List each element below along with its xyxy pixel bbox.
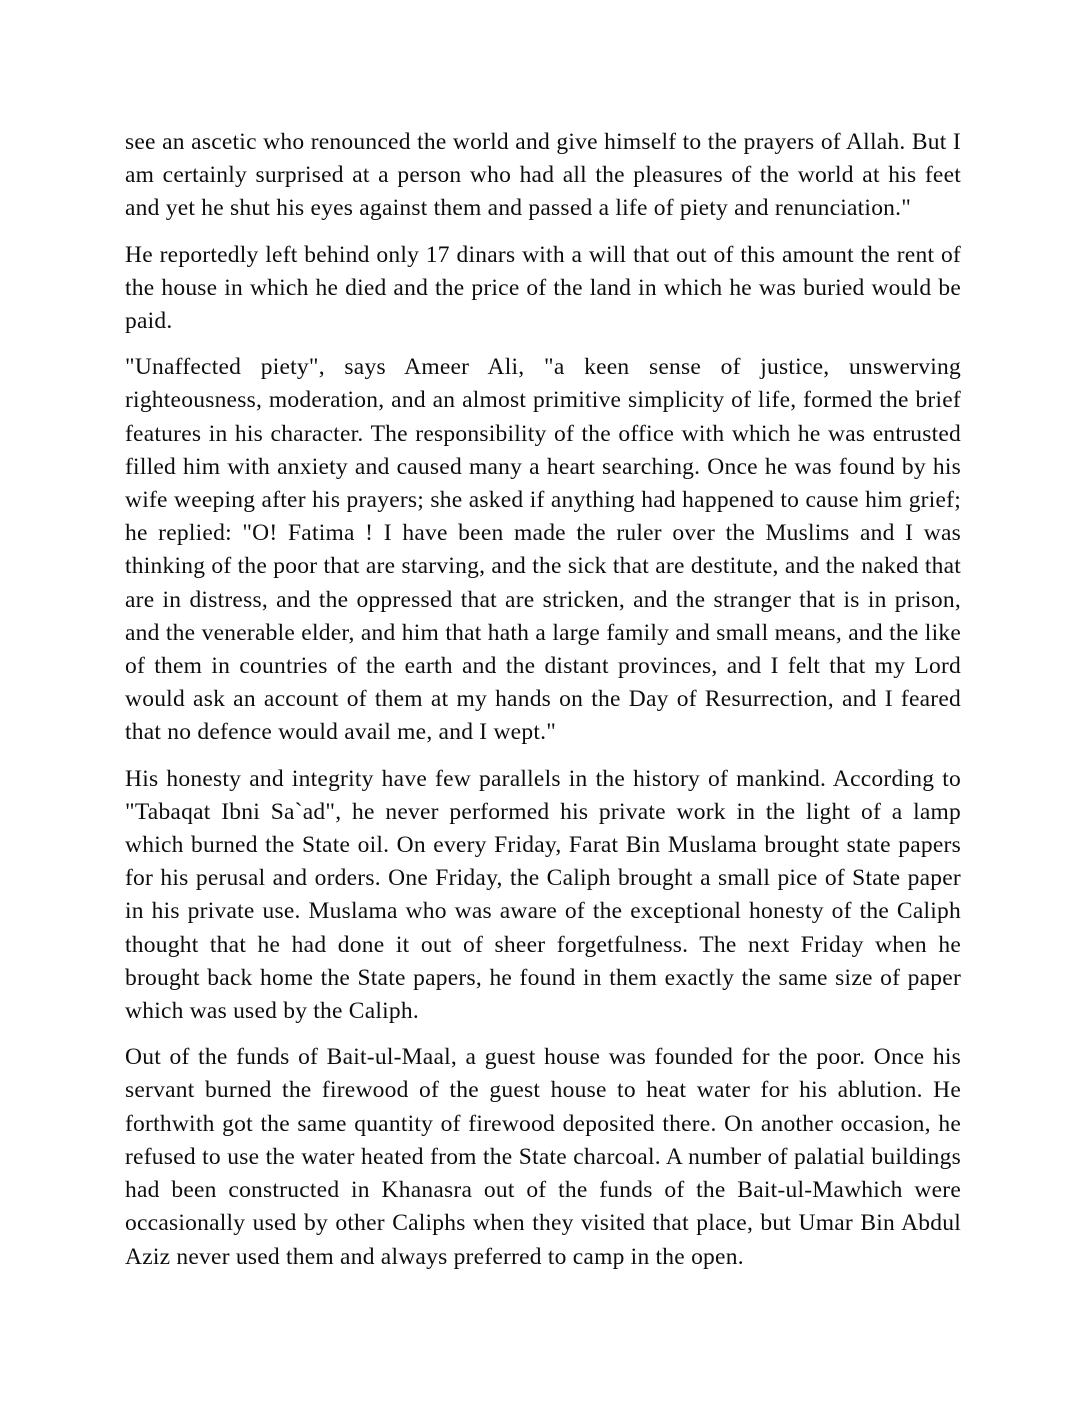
- paragraph-4: His honesty and integrity have few parallels in the history of mankind. According to "Tabaqat Ibni Sa`ad", he never performed his private work in the light of a lamp which burned the State oil. On every Friday, Farat Bin Muslama brought state papers for his perusal and orders. One Friday, the Caliph brought a small pice of State paper in his private use. Muslama who was aware of the exceptional honesty of the Caliph thought that he had done it out of sheer forgetfulness. The next Friday when he brought back home the State papers, he found in them exactly the same size of paper which was used by the Caliph.: [125, 765, 961, 1025]
- paragraph-5: Out of the funds of Bait-ul-Maal, a guest house was founded for the poor. Once his servant burned the firewood of the guest house to heat water for his ablution. He forthwith got the same quantity of firewood deposited there. On another occasion, he refused to use the water heated from the State charcoal. A number of palatial buildings had been constructed in Khanasra out of the funds of the Bait-ul-Mawhich were occasionally used by other Caliphs when they visited that place, but Umar Bin Abdul Aziz never used them and always preferred to camp in the open.: [125, 1044, 961, 1270]
- paragraph-1: see an ascetic who renounced the world and give himself to the prayers of Allah. But I am certainly surprised at a person who had all the pleasures of the world at his feet and yet he shut his eyes against them and passed a life of piety and renunciation.": [125, 129, 961, 222]
- paragraph-3: "Unaffected piety", says Ameer Ali, "a keen sense of justice, unswerving righteousness, moderation, and an almost primitive simplicity of life, formed the brief features in his character. The responsibility of the office with which he was entrusted filled him with anxiety and caused many a heart searching. Once he was found by his wife weeping after his prayers; she asked if anything had happened to cause him grief; he replied: "O! Fatima ! I have been made the ruler over the Muslims and I was thinking of the poor that are starving, and the sick that are destitute, and the naked that are in distress, and the oppressed that are stricken, and the stranger that is in prison, and the venerable elder, and him that hath a large family and small means, and the like of them in countries of the earth and the distant provinces, and I felt that my Lord would ask an account of them at my hands on the Day of Resurrection, and I feared that no defence would avail me, and I wept.": [125, 354, 961, 746]
- text-column: [125, 126, 961, 1274]
- paragraph-2: He reportedly left behind only 17 dinars with a will that out of this amount the rent of the house in which he died and the price of the land in which he was buried would be paid.: [125, 241, 961, 335]
